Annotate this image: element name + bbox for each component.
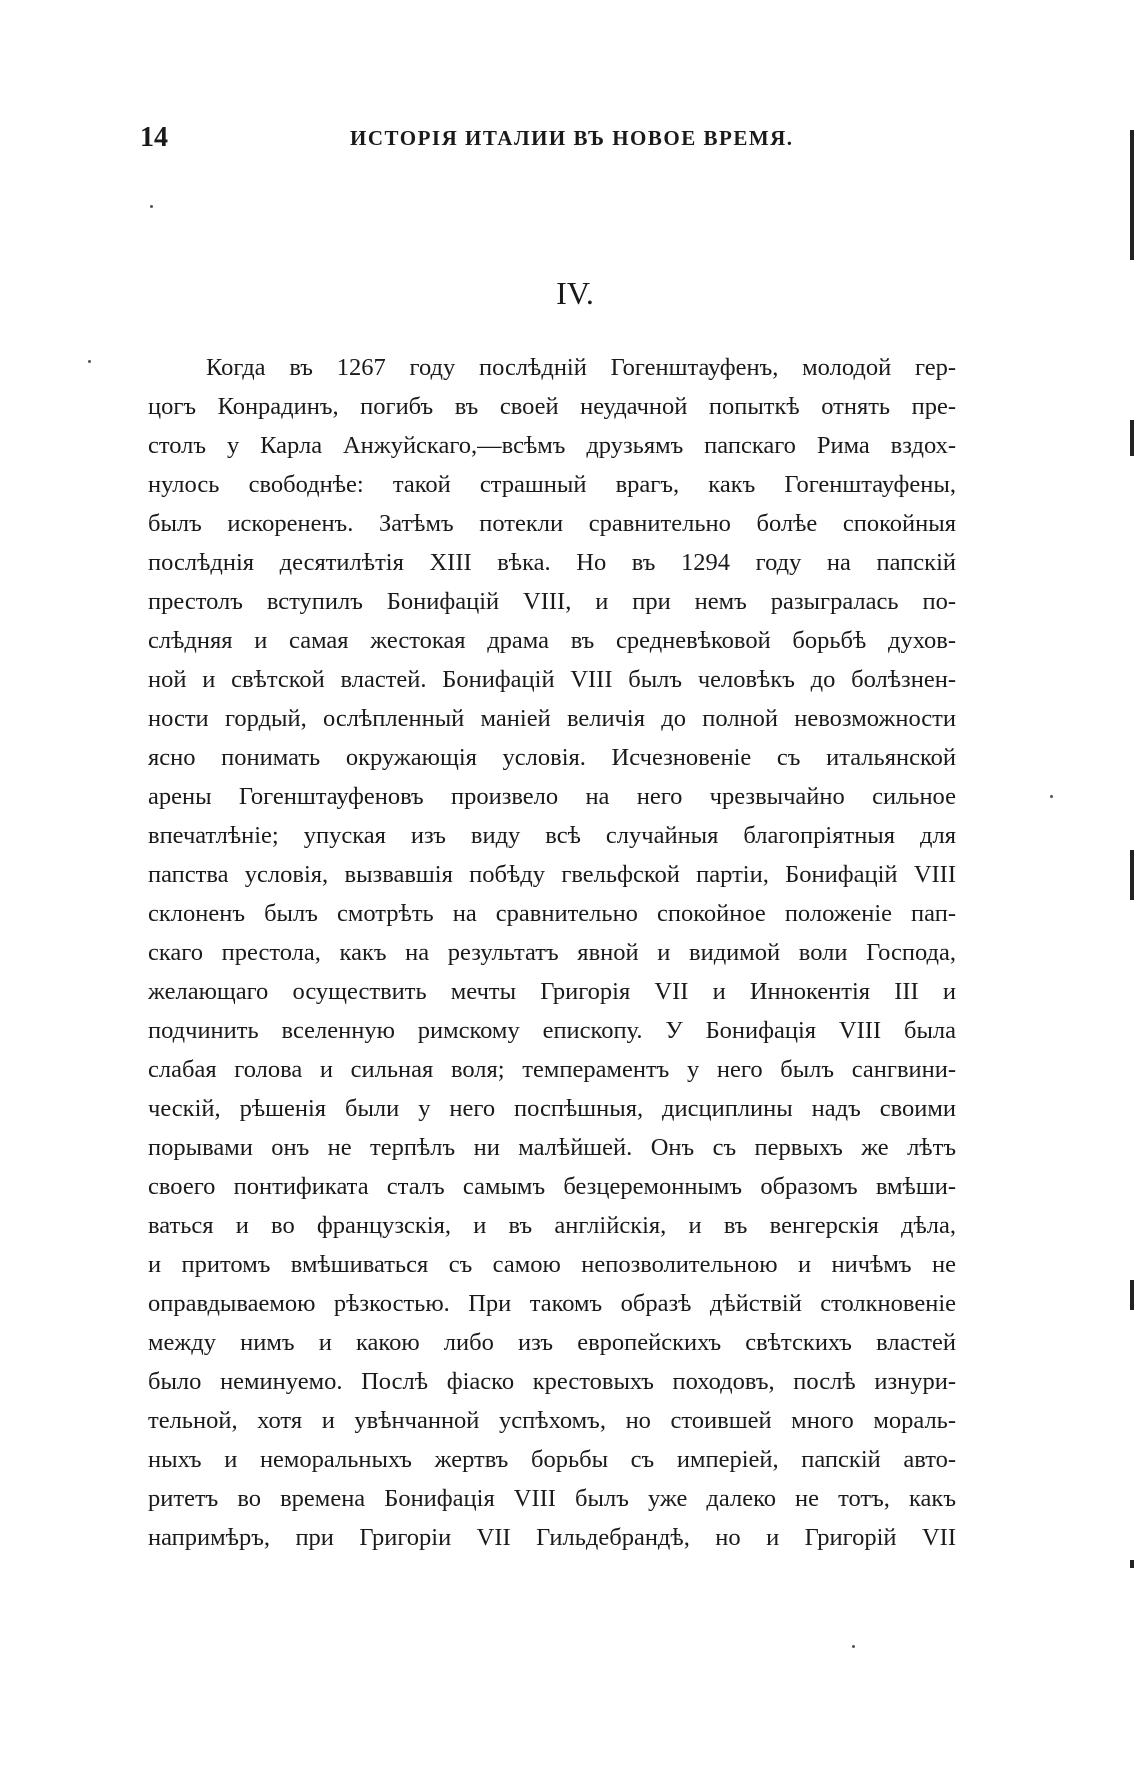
text-line: скаго престола, какъ на результатъ явной и видимой воли Господа,	[148, 939, 956, 966]
scan-speck	[150, 205, 153, 208]
section-numeral: IV.	[556, 275, 594, 311]
running-title: ИСТОРІЯ ИТАЛИИ ВЪ НОВОЕ ВРЕМЯ.	[350, 126, 794, 150]
text-line: тельной, хотя и увѣнчанной успѣхомъ, но стоившей много мораль-	[148, 1407, 956, 1434]
scan-edge-mark	[1130, 420, 1134, 456]
text-line: ныхъ и неморальныхъ жертвъ борьбы съ имперіей, папскій авто-	[148, 1446, 956, 1473]
text-line: Когда въ 1267 году послѣдній Гогенштауфенъ, молодой гер-	[206, 354, 956, 381]
scan-edge-mark	[1130, 850, 1134, 900]
text-line: оправдываемою рѣзкостью. При такомъ образѣ дѣйствій столкновеніе	[148, 1290, 956, 1317]
scan-speck	[852, 1645, 855, 1648]
text-line: нулось свободнѣе: такой страшный врагъ, какъ Гогенштауфены,	[148, 471, 956, 498]
text-line: ной и свѣтской властей. Бонифацій VIII былъ человѣкъ до болѣзнен-	[148, 666, 956, 693]
text-line: престолъ вступилъ Бонифацій VIII, и при немъ разыгралась по-	[148, 588, 956, 615]
scan-edge-mark	[1130, 130, 1134, 260]
text-line: впечатлѣніе; упуская изъ виду всѣ случайныя благопріятныя для	[148, 822, 956, 849]
page-header	[140, 122, 980, 156]
page-number: 14	[140, 122, 168, 153]
text-line: и притомъ вмѣшиваться съ самою непозволительною и ничѣмъ не	[148, 1251, 956, 1278]
text-line: столъ у Карла Анжуйскаго,—всѣмъ друзьямъ папскаго Рима вздох-	[148, 432, 956, 459]
text-line: слѣдняя и самая жестокая драма въ средневѣковой борьбѣ духов-	[148, 627, 956, 654]
scan-speck	[1050, 795, 1053, 798]
text-line: цогъ Конрадинъ, погибъ въ своей неудачной попыткѣ отнять пре-	[148, 393, 956, 420]
scan-speck	[88, 360, 91, 363]
text-line: слабая голова и сильная воля; темпераментъ у него былъ сангвини-	[148, 1056, 956, 1083]
text-line: было неминуемо. Послѣ фіаско крестовыхъ походовъ, послѣ изнури-	[148, 1368, 956, 1395]
text-line: склоненъ былъ смотрѣть на сравнительно спокойное положеніе пап-	[148, 900, 956, 927]
text-line: своего понтификата сталъ самымъ безцеремоннымъ образомъ вмѣши-	[148, 1173, 956, 1200]
scan-edge-mark	[1130, 1280, 1134, 1310]
text-line: ясно понимать окружающія условія. Исчезновеніе съ итальянской	[148, 744, 956, 771]
text-line: ваться и во французскія, и въ англійскія, и въ венгерскія дѣла,	[148, 1212, 956, 1239]
paragraph	[148, 348, 956, 1557]
text-line: былъ искорененъ. Затѣмъ потекли сравнительно болѣе спокойныя	[148, 510, 956, 537]
text-line: напримѣръ, при Григоріи VII Гильдебрандѣ, но и Григорій VII	[148, 1524, 956, 1551]
text-line: подчинить вселенную римскому епископу. У Бонифація VIII была	[148, 1017, 956, 1044]
text-line: ческій, рѣшенія были у него поспѣшныя, дисциплины надъ своими	[148, 1095, 956, 1122]
text-line: желающаго осуществить мечты Григорія VII и Иннокентія III и	[148, 978, 956, 1005]
text-line: ности гордый, ослѣпленный маніей величія до полной невозможности	[148, 705, 956, 732]
text-line: послѣднія десятилѣтія XIII вѣка. Но въ 1294 году на папскій	[148, 549, 956, 576]
text-line: ритетъ во времена Бонифація VIII былъ уже далеко не тотъ, какъ	[148, 1485, 956, 1512]
text-line: арены Гогенштауфеновъ произвело на него чрезвычайно сильное	[148, 783, 956, 810]
text-line: папства условія, вызвавшія побѣду гвельфской партіи, Бонифацій VIII	[148, 861, 956, 888]
scan-edge-mark	[1130, 1560, 1134, 1568]
text-line: между нимъ и какою либо изъ европейскихъ свѣтскихъ властей	[148, 1329, 956, 1356]
text-line: порывами онъ не терпѣлъ ни малѣйшей. Онъ съ первыхъ же лѣтъ	[148, 1134, 956, 1161]
